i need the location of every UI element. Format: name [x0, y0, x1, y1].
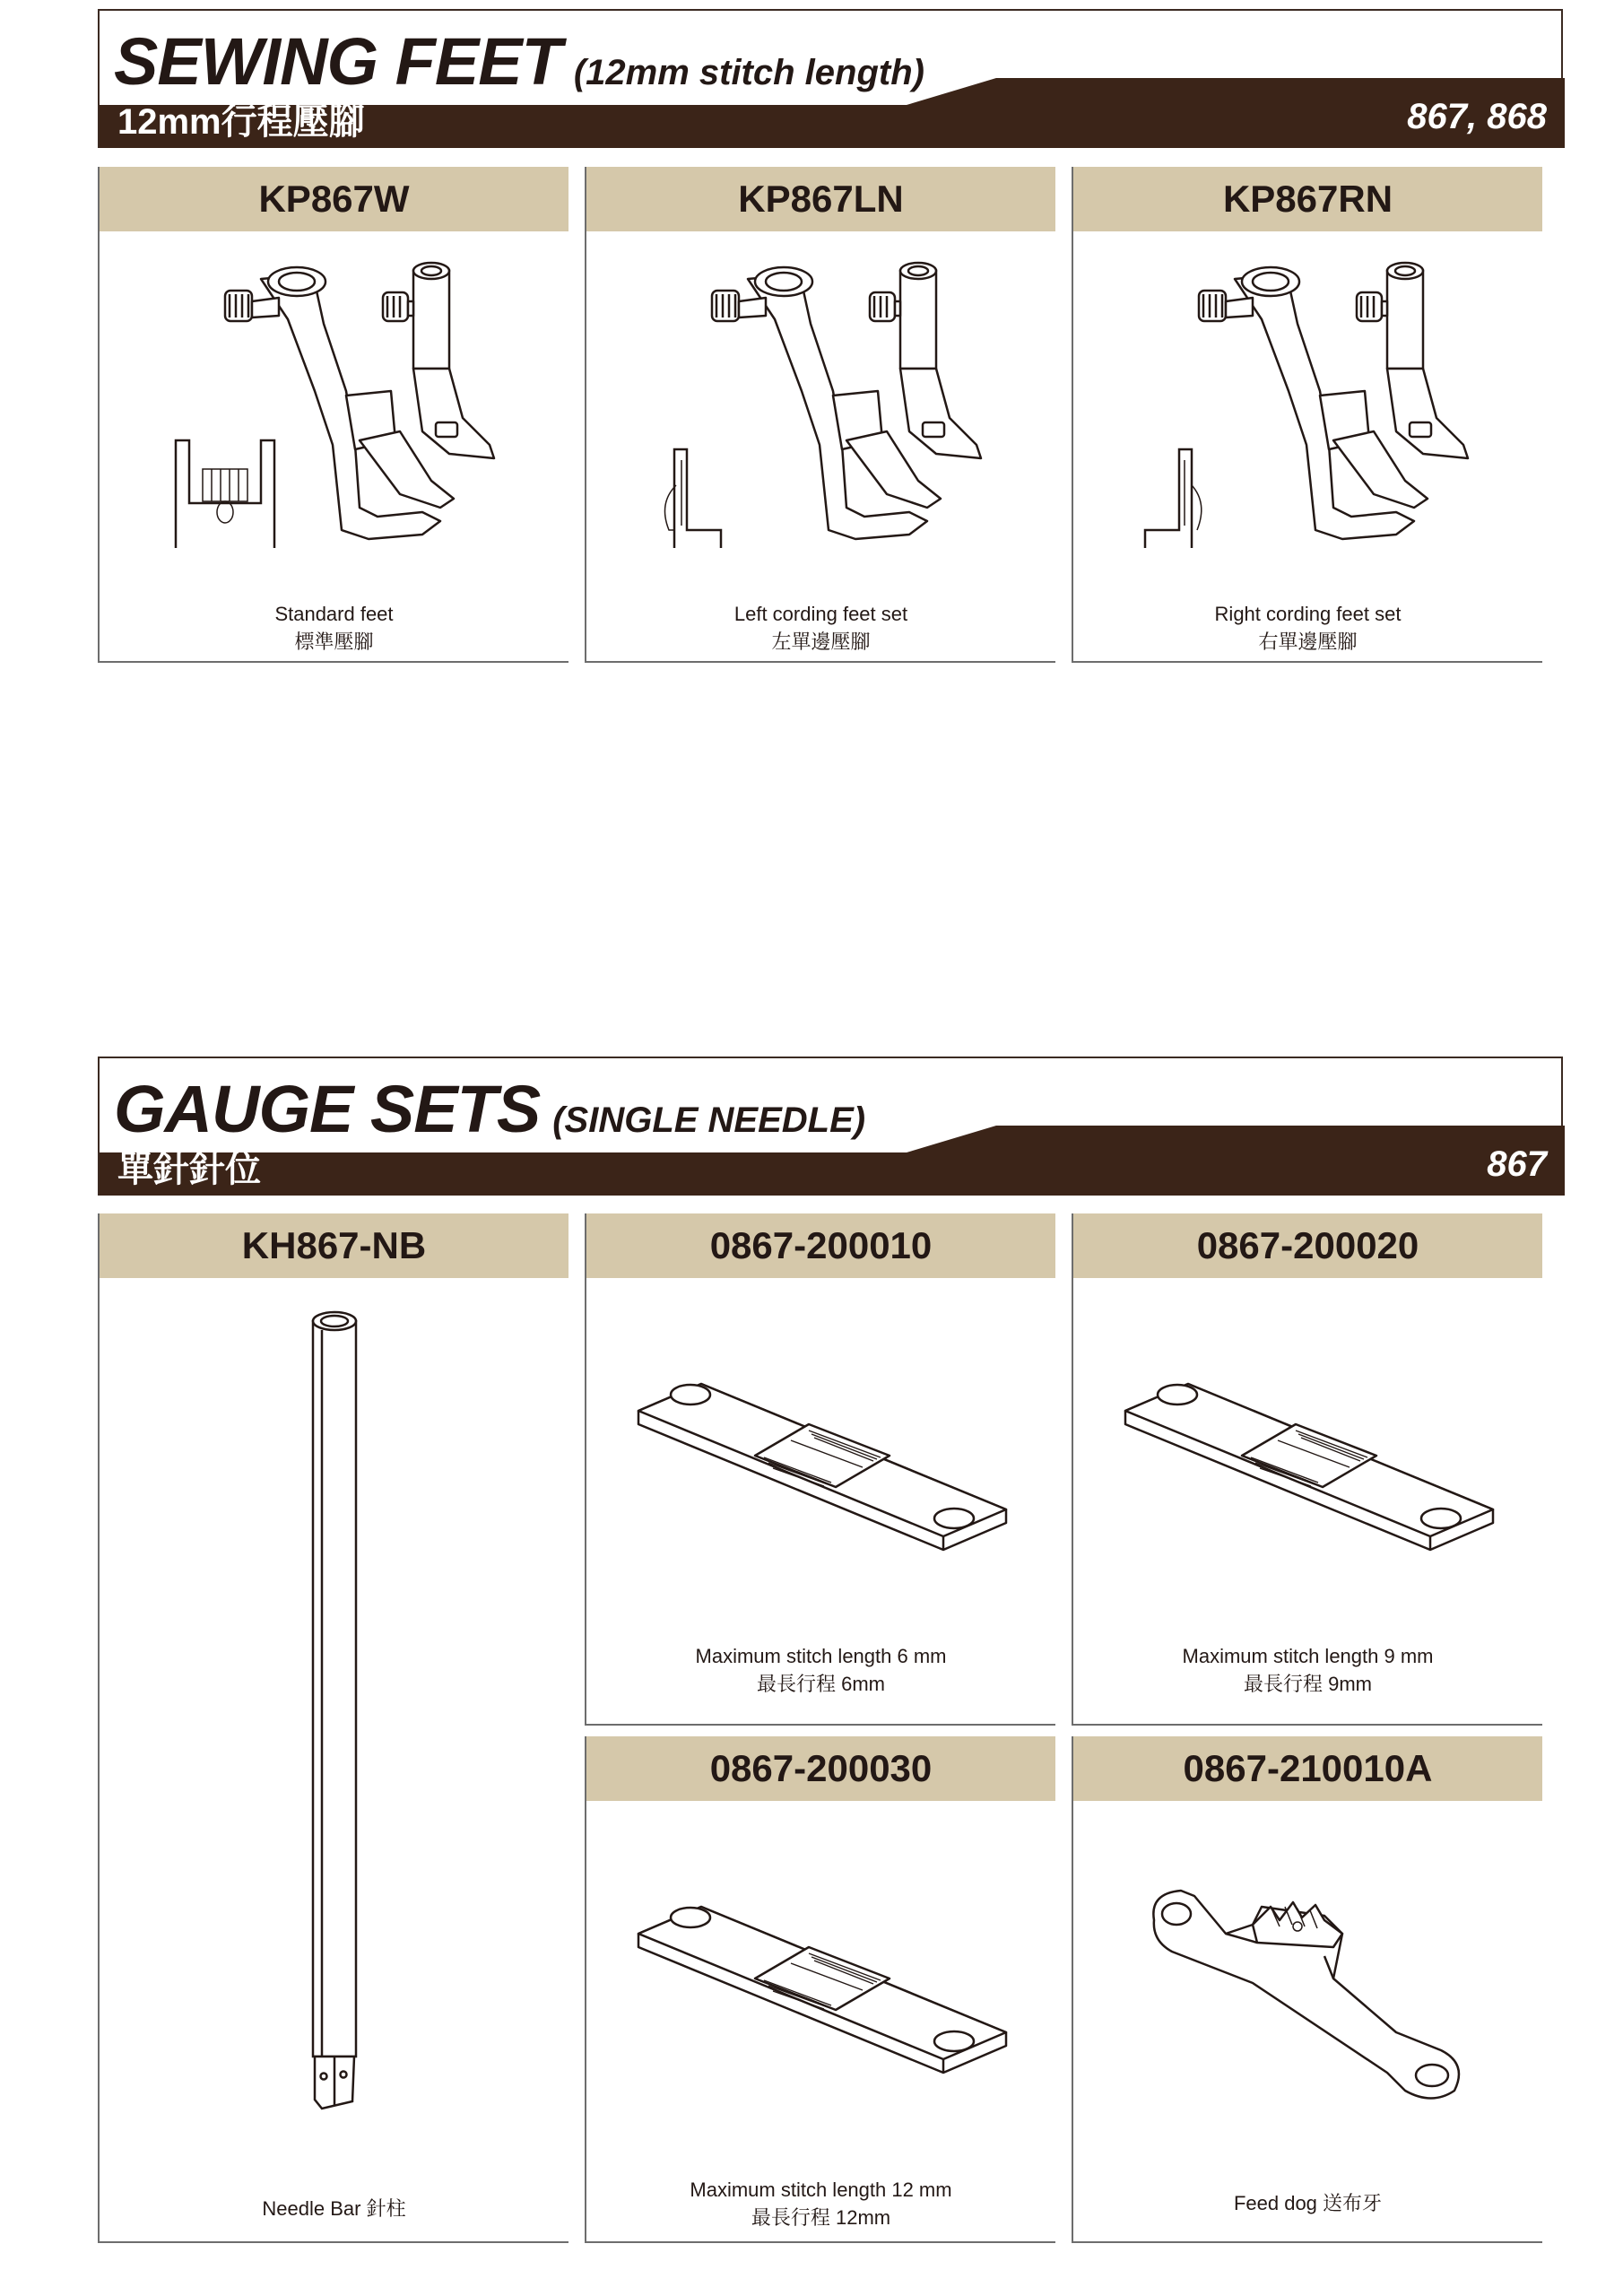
product-card-0867-200010[interactable]	[585, 1213, 1055, 1726]
section-models: 867	[1487, 1144, 1547, 1184]
caption-en: Maximum stitch length 9 mm	[1182, 1645, 1434, 1667]
caption-en: Maximum stitch length 12 mm	[690, 2179, 952, 2201]
section-header	[98, 9, 1563, 148]
product-card-kp867w[interactable]	[98, 167, 568, 663]
needle-plate-icon	[586, 1330, 1055, 1599]
needle-plate-icon	[586, 1853, 1055, 2122]
caption-cn: 標準壓腳	[294, 631, 374, 653]
section-subtitle: (12mm stitch length)	[573, 53, 924, 92]
product-caption	[586, 2176, 1055, 2231]
section-title-main: GAUGE SETS	[114, 1072, 541, 1146]
product-caption: Needle Bar 針柱	[262, 2197, 406, 2220]
presser-feet-right-cording-icon	[1073, 234, 1542, 548]
caption-cn: 最長行程 6mm	[756, 1673, 885, 1695]
product-card-0867-200030[interactable]	[585, 1736, 1055, 2243]
product-code: 0867-210010A	[1073, 1736, 1542, 1801]
product-card-kp867rn[interactable]	[1072, 167, 1542, 663]
product-caption	[586, 600, 1055, 656]
caption-en: Right cording feet set	[1214, 603, 1402, 625]
product-code: 0867-200020	[1073, 1213, 1542, 1278]
product-code: KP867RN	[1073, 167, 1542, 231]
needle-plate-icon	[1073, 1330, 1542, 1599]
caption-cn: 最長行程 12mm	[751, 2206, 891, 2229]
section-header	[98, 1057, 1563, 1196]
feed-dog-icon	[1073, 1871, 1542, 2122]
product-code: KP867W	[100, 167, 568, 231]
section-title-main: SEWING FEET	[114, 24, 561, 99]
product-code: 0867-200030	[586, 1736, 1055, 1801]
caption-cn: 右單邊壓腳	[1258, 631, 1358, 653]
presser-feet-left-cording-icon	[586, 234, 1055, 548]
caption-cn: 最長行程 9mm	[1243, 1673, 1372, 1695]
product-code: KH867-NB	[100, 1213, 568, 1278]
product-code: KP867LN	[586, 167, 1055, 231]
caption-cn: 左單邊壓腳	[771, 631, 871, 653]
section-cn-title: 12mm行程壓腳	[117, 102, 365, 142]
product-caption	[1073, 600, 1542, 656]
product-caption: Feed dog 送布牙	[1233, 2192, 1383, 2214]
product-card-kh867-nb[interactable]	[98, 1213, 568, 2243]
product-card-kp867ln[interactable]	[585, 167, 1055, 663]
section-cn-title: 單針針位	[117, 1150, 261, 1189]
caption-en: Maximum stitch length 6 mm	[695, 1645, 947, 1667]
product-card-0867-200020[interactable]	[1072, 1213, 1542, 1726]
sewing-feet-section	[98, 9, 1563, 148]
needle-bar-icon	[100, 1303, 568, 2110]
caption-en: Standard feet	[274, 603, 394, 625]
section-subtitle: (SINGLE NEEDLE)	[552, 1100, 866, 1140]
presser-feet-standard-icon	[100, 234, 568, 548]
product-card-0867-210010a[interactable]	[1072, 1736, 1542, 2243]
product-caption	[586, 1642, 1055, 1698]
product-caption	[1073, 1642, 1542, 1698]
section-models: 867, 868	[1407, 97, 1547, 136]
caption-en: Left cording feet set	[733, 603, 908, 625]
section-header-bar	[100, 1126, 1561, 1196]
product-code: 0867-200010	[586, 1213, 1055, 1278]
product-caption	[100, 600, 568, 656]
section-header-bar	[100, 78, 1561, 148]
gauge-sets-section	[98, 1057, 1563, 1196]
